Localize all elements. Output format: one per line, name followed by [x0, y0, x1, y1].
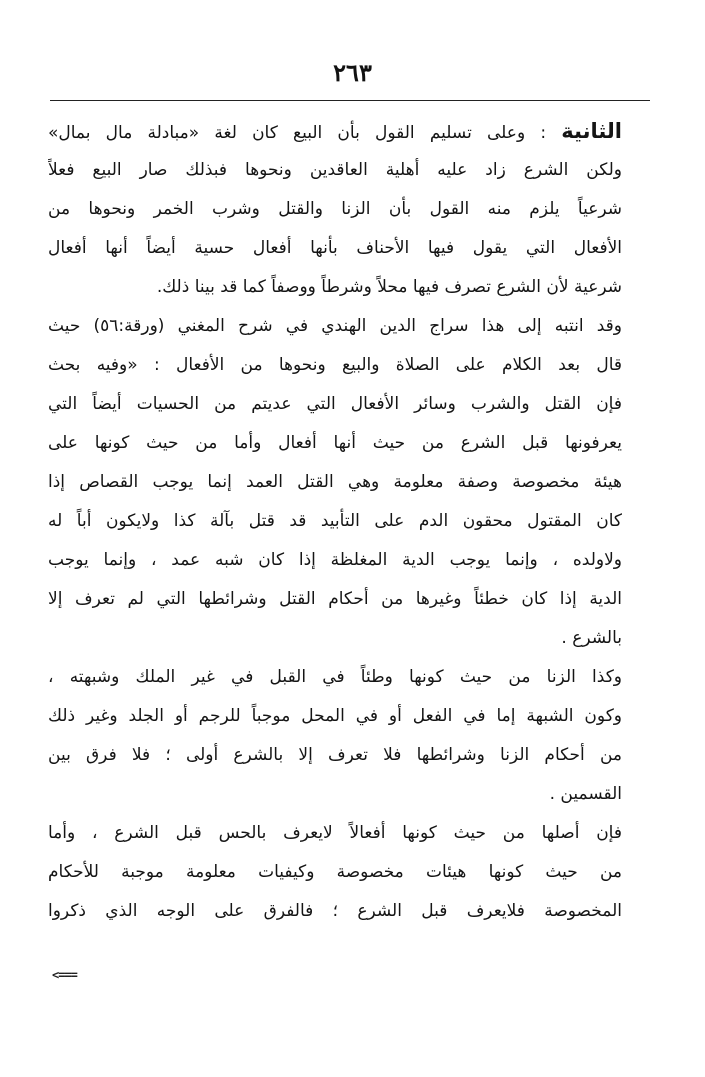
- text-line: الثانية : وعلى تسليم القول بأن البيع كان لغة «مبادلة مال بمال»: [48, 119, 622, 143]
- lead-word: الثانية: [561, 119, 622, 143]
- text-line: شرعياً يلزم منه القول بأن الزنا والقتل وشرب الخمر ونحوها من: [48, 199, 622, 219]
- text-line: وكون الشبهة إما في الفعل أو في المحل موجباً للرجم أو الجلد وغير ذلك: [48, 706, 622, 726]
- page-number: ٢٦٣: [333, 58, 372, 87]
- body-text: [48, 112, 622, 931]
- text-line: فإن القتل والشرب وسائر الأفعال التي عديتم من الحسيات أيضاً التي: [48, 394, 622, 414]
- text-line: وكذا الزنا من حيث كونها وطئاً في القبل في غير الملك وشبهته ،: [48, 667, 622, 687]
- header-rule: [50, 100, 650, 101]
- text-line: المخصوصة فلايعرف قبل الشرع ؛ فالفرق على الوجه الذي ذكروا: [48, 901, 622, 921]
- text-line: ولكن الشرع زاد عليه أهلية العاقدين ونحوها فبذلك صار البيع فعلاً: [48, 160, 622, 180]
- text-line: شرعية لأن الشرع تصرف فيها محلاً وشرطاً ووصفاً كما قد بينا ذلك.: [156, 277, 622, 297]
- continuation-arrow: <===: [52, 968, 77, 982]
- text-line: هيئة مخصوصة وصفة معلومة وهي القتل العمد إنما يوجب القصاص إذا: [48, 472, 622, 492]
- text-line: من حيث كونها هيئات مخصوصة وكيفيات معلومة موجبة للأحكام: [48, 862, 622, 882]
- text-line: القسمين .: [549, 784, 622, 804]
- text-line: كان المقتول محقون الدم على التأبيد قد قتل بآلة كذا ولايكون أباً له: [48, 511, 622, 531]
- text-line: بالشرع .: [561, 628, 622, 648]
- text-line: فإن أصلها من حيث كونها أفعالاً لايعرف بالحس قبل الشرع ، وأما: [48, 823, 622, 843]
- text-line: قال بعد الكلام على الصلاة والبيع ونحوها من الأفعال : «وفيه بحث: [48, 355, 622, 375]
- text-line: الأفعال التي يقول فيها الأحناف بأنها أفعال حسية أيضاً أنها أفعال: [48, 238, 622, 258]
- text-line: الدية إذا كان خطئاً وغيرها من أحكام القتل وشرائطها التي لم تعرف إلا: [48, 589, 622, 609]
- text-line: من أحكام الزنا وشرائطها فلا تعرف إلا بالشرع أولى ؛ فلا فرق بين: [48, 745, 622, 765]
- text-line: ولاولده ، وإنما يوجب الدية المغلظة إذا كان شبه عمد ، وإنما يوجب: [48, 550, 622, 570]
- text-line: وقد انتبه إلى هذا سراج الدين الهندي في شرح المغني (ورقة:٥٦) حيث: [48, 316, 622, 336]
- text-line: يعرفونها قبل الشرع من حيث أنها أفعال وأما من حيث كونها على: [48, 433, 622, 453]
